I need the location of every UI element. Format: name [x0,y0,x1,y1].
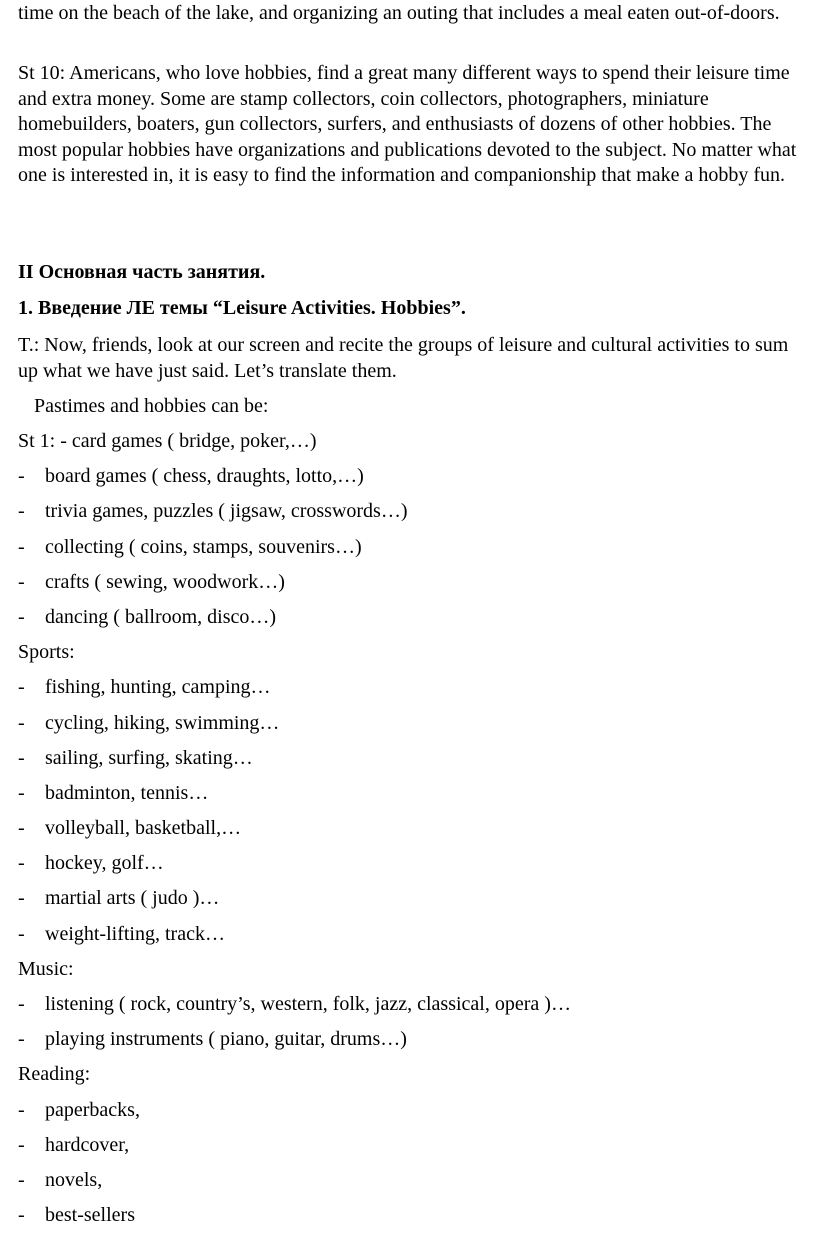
list-line-text: St 1: - card games ( bridge, poker,…) [18,430,317,452]
dash-bullet: - [18,817,25,840]
list-line-text: Music: [18,957,74,980]
dash-bullet: - [18,887,25,910]
list-item-text: paperbacks, [45,1098,140,1121]
list-item-text: martial arts ( judo )… [45,887,220,910]
paragraph-continuation: time on the beach of the lake, and organizing an outing that includes a meal eaten out-of-doors. [18,2,780,24]
dash-bullet: - [18,993,25,1015]
dash-bullet: - [18,1204,25,1227]
list-item-text: trivia games, puzzles ( jigsaw, crosswords…) [45,500,408,523]
list-item-text: board games ( chess, draughts, lotto,…) [45,465,364,488]
list-line-text: Sports: [18,641,75,664]
dash-bullet: - [18,605,25,628]
dash-bullet: - [18,465,25,488]
section-heading: II Основная часть занятия. [18,261,266,283]
list-item-text: novels, [45,1168,103,1191]
list-item-text: listening ( rock, country’s, western, folk, jazz, classical, opera )… [45,993,571,1015]
list-line-text: Reading: [18,1063,91,1086]
list-item-text: hardcover, [45,1133,130,1156]
list-item-text: weight-lifting, track… [45,922,225,945]
dash-bullet: - [18,1168,25,1191]
dash-bullet: - [18,781,25,804]
dash-bullet: - [18,711,25,734]
list-item-text: crafts ( sewing, woodwork…) [45,570,285,593]
list-item-text: volleyball, basketball,… [45,817,242,840]
list-item-text: collecting ( coins, stamps, souvenirs…) [45,535,362,558]
list-item-text: badminton, tennis… [45,781,209,804]
dash-bullet: - [18,570,25,593]
dash-bullet: - [18,500,25,523]
list-item-text: cycling, hiking, swimming… [45,711,280,734]
teacher-instruction: T.: Now, friends, look at our screen and recite the groups of leisure and cultural activities to sum up what we have just said. Let’s translate them. [18,334,789,382]
dash-bullet: - [18,1133,25,1156]
list-intro: Pastimes and hobbies can be: [34,395,269,417]
paragraph-st10: St 10: Americans, who love hobbies, find a great many different ways to spend their leisure time and extra money. Some are stamp collectors, coin collectors, photographers, miniature homebuilders, boaters, gun collectors, surfers, and enthusiasts of dozens of other hobbies. The most popular hobbies have organizations and publications devoted to the subject. No matter what one is interested in, it is easy to find the information and companionship that make a hobby fun. [18,62,797,186]
subsection-heading: 1. Введение ЛЕ темы “Leisure Activities. Hobbies”. [18,297,466,319]
list-item-text: dancing ( ballroom, disco…) [45,605,277,628]
list-item-text: hockey, golf… [45,852,164,875]
dash-bullet: - [18,746,25,769]
list-item-text: fishing, hunting, camping… [45,676,271,699]
dash-bullet: - [18,676,25,699]
dash-bullet: - [18,922,25,945]
dash-bullet: - [18,1098,25,1121]
list-item-text: playing instruments ( piano, guitar, drums…) [45,1028,407,1051]
list-item-text: best-sellers [45,1204,135,1227]
dash-bullet: - [18,535,25,558]
dash-bullet: - [18,852,25,875]
list-item-text: sailing, surfing, skating… [45,746,253,769]
dash-bullet: - [18,1028,25,1051]
